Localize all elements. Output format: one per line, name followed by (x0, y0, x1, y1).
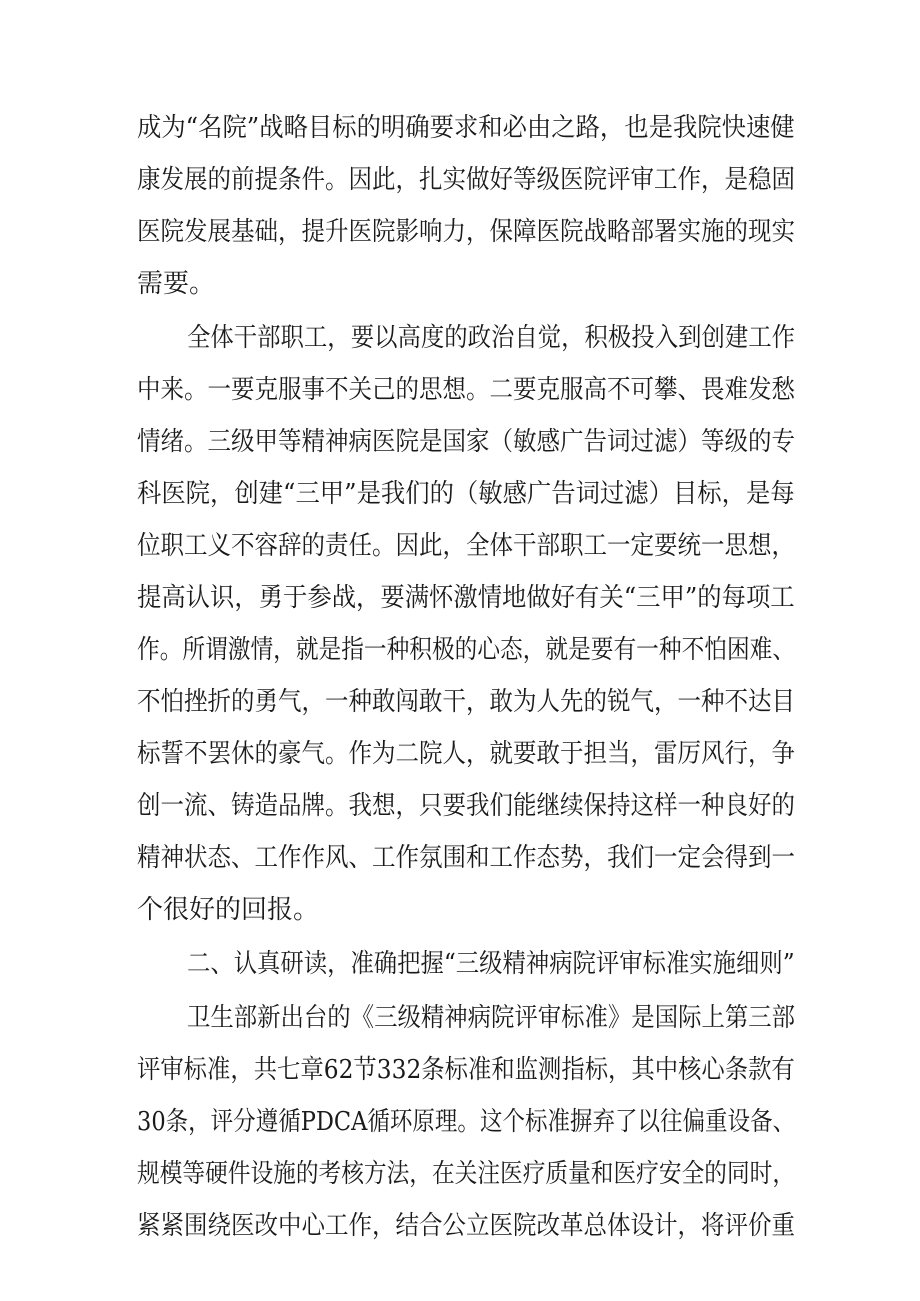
text-line-p2-9: 标誓不罢休的豪气。作为二院人，就要敢于担当，雷厉风行，争 (137, 739, 795, 769)
text-line-p2-10: 创一流、铸造品牌。我想，只要我们能继续保持这样一种良好的 (137, 791, 795, 821)
text-line-p3-1: 卫生部新出台的《三级精神病院评审标准》是国际上第三部 (187, 1003, 796, 1033)
text-line-p1-1: 成为“名院”战略目标的明确要求和必由之路，也是我院快速健 (137, 113, 795, 143)
text-line-p2-5: 位职工义不容辞的责任。因此，全体干部职工一定要统一思想， (137, 531, 795, 561)
text-line-p3-3: 30条，评分遵循PDCA循环原理。这个标准摒弃了以往偏重设备、 (137, 1107, 796, 1137)
text-line-p2-2: 中来。一要克服事不关己的思想。二要克服高不可攀、畏难发愁 (137, 375, 795, 405)
text-line-p3-4: 规模等硬件设施的考核方法，在关注医疗质量和医疗安全的同时， (137, 1159, 796, 1189)
text-line-p2-7: 作。所谓激情，就是指一种积极的心态，就是要有一种不怕困难、 (137, 635, 796, 665)
text-line-p1-2: 康发展的前提条件。因此，扎实做好等级医院评审工作，是稳固 (137, 165, 795, 195)
text-line-p2-3: 情绪。三级甲等精神病医院是国家（敏感广告词过滤）等级的专 (137, 427, 795, 457)
section-heading: 二、认真研读，准确把握“三级精神病院评审标准实施细则” (187, 949, 795, 979)
text-line-p3-5: 紧紧围绕医改中心工作，结合公立医院改革总体设计，将评价重 (137, 1211, 795, 1241)
text-line-p2-4: 科医院，创建“三甲”是我们的（敏感广告词过滤）目标，是每 (137, 479, 795, 509)
text-line-p1-3: 医院发展基础，提升医院影响力，保障医院战略部署实施的现实 (137, 217, 795, 247)
text-line-p2-6: 提高认识，勇于参战，要满怀激情地做好有关“三甲”的每项工 (137, 583, 795, 613)
text-line-p3-2: 评审标准，共七章62节332条标准和监测指标，其中核心条款有 (137, 1055, 795, 1085)
text-line-p2-8: 不怕挫折的勇气，一种敢闯敢干，敢为人先的锐气，一种不达目 (137, 687, 795, 717)
text-line-p2-11: 精神状态、工作作风、工作氛围和工作态势，我们一定会得到一 (137, 843, 795, 873)
text-line-p1-4: 需要。 (137, 269, 216, 299)
text-line-p2-1: 全体干部职工，要以高度的政治自觉，积极投入到创建工作 (187, 323, 796, 353)
text-line-p2-12: 个很好的回报。 (137, 895, 320, 925)
